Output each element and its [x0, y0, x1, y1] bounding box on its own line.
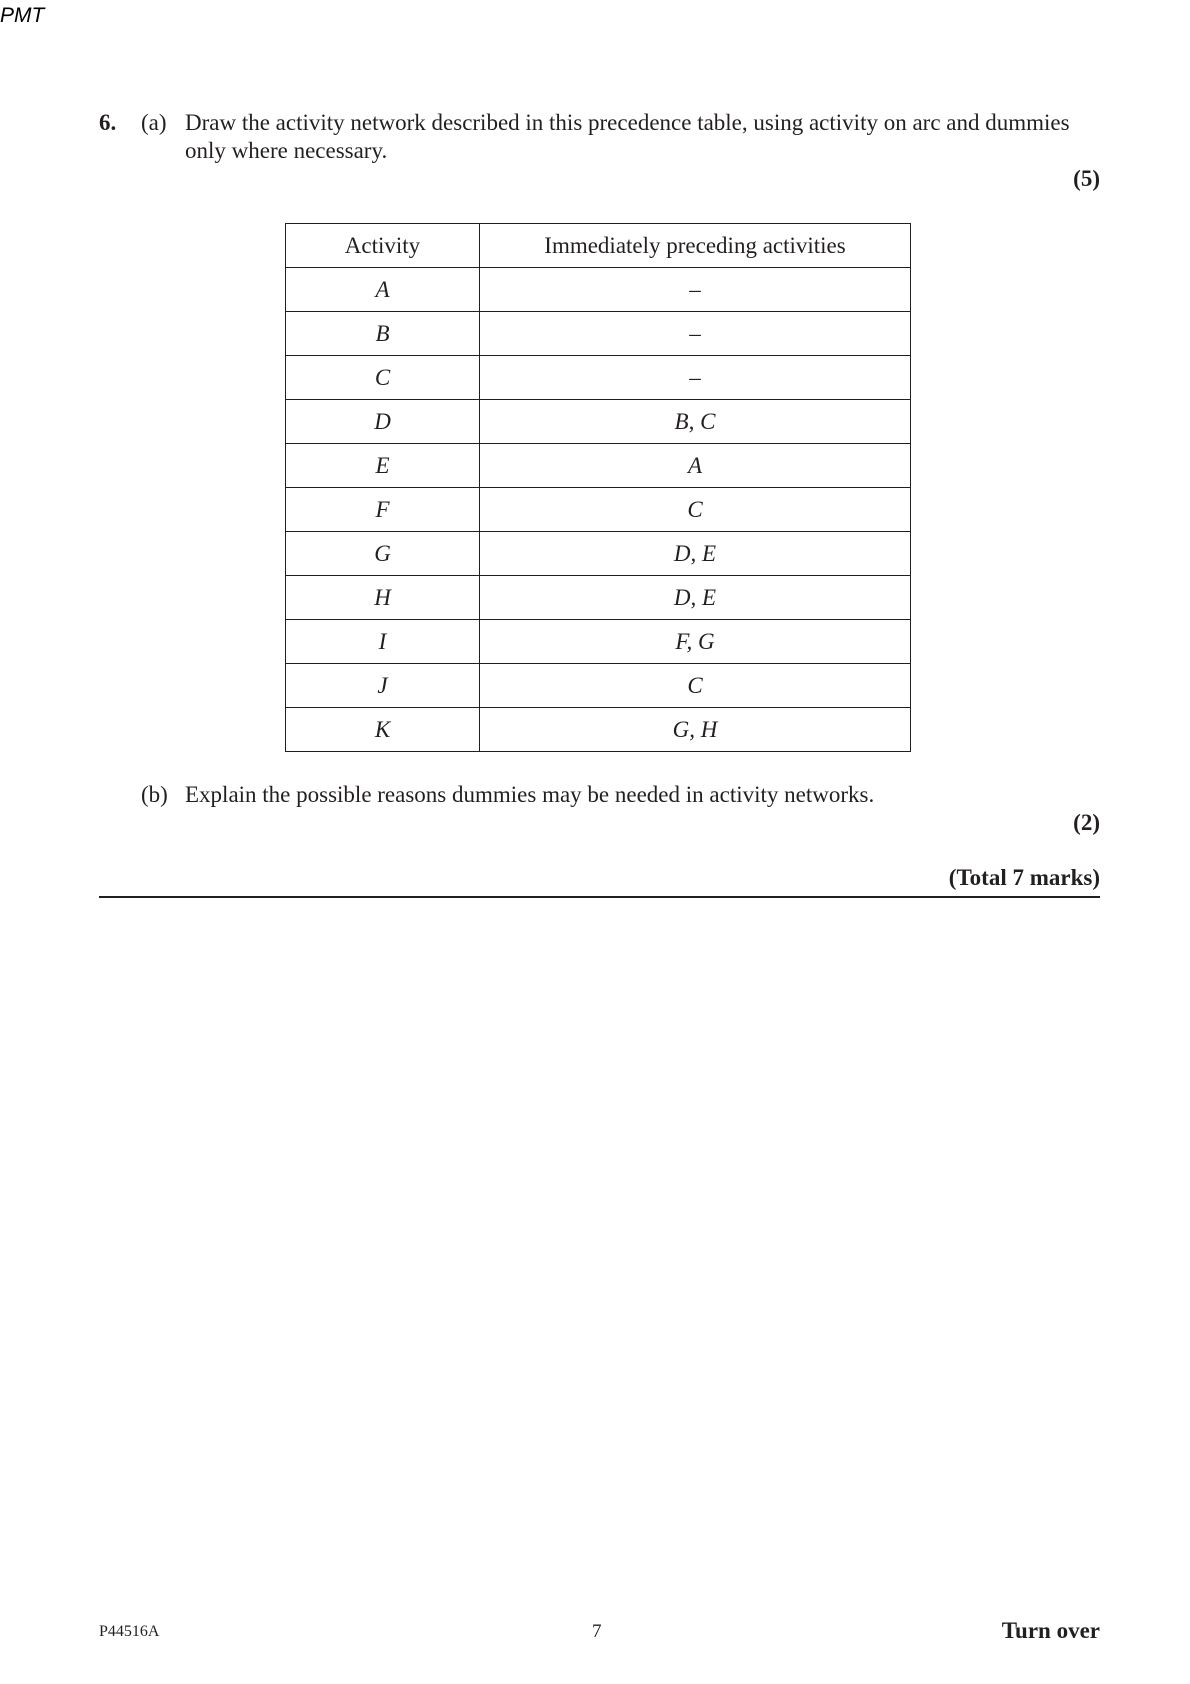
preceding-cell: –	[480, 268, 911, 312]
activity-cell: E	[286, 444, 480, 488]
part-a-label: (a)	[141, 110, 167, 135]
preceding-cell: –	[480, 356, 911, 400]
part-b-marks: (2)	[1073, 810, 1100, 835]
preceding-cell: C	[480, 664, 911, 708]
preceding-cell: B, C	[480, 400, 911, 444]
question-number: 6.	[99, 110, 117, 135]
table-row	[286, 620, 911, 664]
activity-cell: D	[286, 400, 480, 444]
activity-cell: J	[286, 664, 480, 708]
table-row	[286, 488, 911, 532]
preceding-cell: –	[480, 312, 911, 356]
part-a-text: Draw the activity network described in this precedence table, using activity on arc and dummies only where necessary.	[185, 110, 1070, 163]
activity-cell: I	[286, 620, 480, 664]
total-marks: (Total 7 marks)	[948, 865, 1100, 890]
table-row	[286, 312, 911, 356]
question-divider	[99, 896, 1100, 898]
pmt-watermark: PMT	[0, 4, 45, 27]
table-row	[286, 356, 911, 400]
part-b-label: (b)	[141, 782, 168, 807]
table-row	[286, 268, 911, 312]
paper-code: P44516A	[99, 1623, 160, 1640]
header-activity: Activity	[286, 224, 480, 268]
activity-cell: K	[286, 708, 480, 752]
preceding-cell: A	[480, 444, 911, 488]
table-row	[286, 576, 911, 620]
table-row	[286, 444, 911, 488]
table-row	[286, 400, 911, 444]
preceding-cell: C	[480, 488, 911, 532]
table-row	[286, 532, 911, 576]
turn-over: Turn over	[1001, 1618, 1100, 1643]
header-preceding: Immediately preceding activities	[480, 224, 911, 268]
table-row	[286, 664, 911, 708]
part-b-text: Explain the possible reasons dummies may be needed in activity networks.	[185, 782, 875, 807]
preceding-cell: G, H	[480, 708, 911, 752]
part-a-marks: (5)	[1073, 166, 1100, 191]
preceding-cell: F, G	[480, 620, 911, 664]
precedence-table	[285, 223, 911, 752]
preceding-cell: D, E	[480, 576, 911, 620]
preceding-cell: D, E	[480, 532, 911, 576]
table-header-row	[286, 224, 911, 268]
activity-cell: A	[286, 268, 480, 312]
activity-cell: F	[286, 488, 480, 532]
activity-cell: H	[286, 576, 480, 620]
activity-cell: C	[286, 356, 480, 400]
page-number: 7	[592, 1621, 602, 1642]
activity-cell: G	[286, 532, 480, 576]
activity-cell: B	[286, 312, 480, 356]
table-row	[286, 708, 911, 752]
